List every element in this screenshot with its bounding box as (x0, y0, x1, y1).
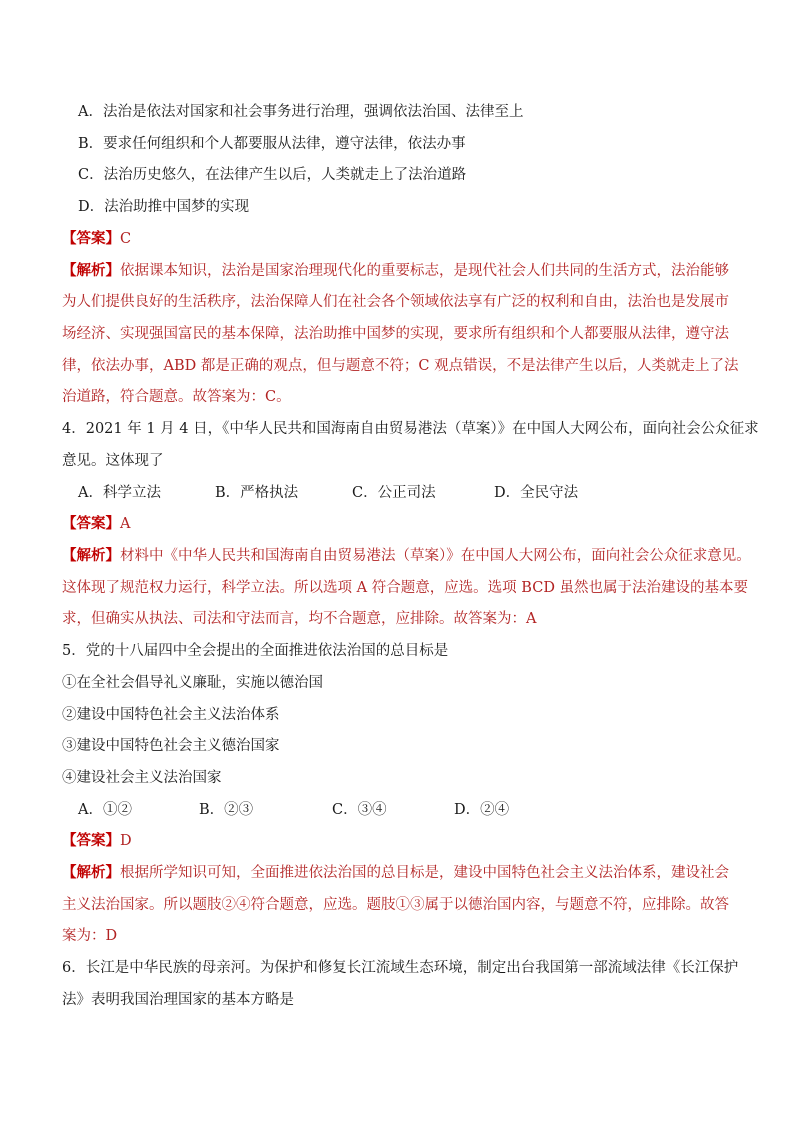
option-b: B．要求任何组织和个人都要服从法律，遵守法律，依法办事 (78, 136, 466, 152)
analysis-line: 求，但确实从执法、司法和守法而言，均不合题意，应排除。故答案为：A (62, 611, 537, 627)
statement-item: ②建设中国特色社会主义法治体系 (62, 707, 280, 723)
choice-c: C．③④ (332, 802, 387, 818)
analysis-tag: 【解析】 (62, 864, 120, 881)
analysis-tag: 【解析】 (62, 547, 120, 564)
option-d: D．法治助推中国梦的实现 (78, 199, 250, 215)
statement-item: ①在全社会倡导礼义廉耻，实施以德治国 (62, 675, 323, 691)
choice-a: A．①② (78, 802, 132, 818)
option-c: C．法治历史悠久，在法律产生以后，人类就走上了法治道路 (78, 167, 467, 183)
answer-line (62, 229, 131, 249)
statement-item: ③建设中国特色社会主义德治国家 (62, 738, 280, 754)
choice-b: B．②③ (199, 802, 254, 818)
question-stem: 5．党的十八届四中全会提出的全面推进依法治国的总目标是 (62, 643, 449, 659)
answer-tag: 【答案】 (62, 515, 120, 532)
statement-item: ④建设社会主义法治国家 (62, 770, 222, 786)
analysis-line: 案为：D (62, 928, 118, 944)
analysis-line: 治道路，符合题意。故答案为：C。 (62, 389, 291, 405)
choice-a: A．科学立法 (78, 485, 161, 501)
answer-line (62, 514, 130, 534)
answer-value: D (120, 833, 132, 849)
question-stem: 意见。这体现了 (62, 453, 164, 469)
answer-tag: 【答案】 (62, 230, 120, 247)
analysis-line (62, 546, 751, 566)
analysis-text: 根据所学知识可知，全面推进依法治国的总目标是，建设中国特色社会主义法治体系，建设社会 (120, 865, 729, 881)
choice-c: C．公正司法 (352, 485, 436, 501)
choice-d: D．全民守法 (494, 485, 579, 501)
answer-tag: 【答案】 (62, 832, 120, 849)
option-a: A．法治是依法对国家和社会事务进行治理，强调依法治国、法律至上 (78, 104, 524, 120)
analysis-line (62, 863, 729, 883)
analysis-line (62, 261, 729, 281)
answer-line (62, 831, 132, 851)
answer-value: A (120, 516, 131, 532)
question-stem: 法》表明我国治理国家的基本方略是 (62, 992, 294, 1008)
question-stem: 6．长江是中华民族的母亲河。为保护和修复长江流域生态环境，制定出台我国第一部流域法律《长江保护 (62, 960, 739, 976)
choice-d: D．②④ (454, 802, 510, 818)
analysis-line: 为人们提供良好的生活秩序，法治保障人们在社会各个领域依法享有广泛的权利和自由，法治也是发展市 (62, 294, 729, 310)
analysis-line: 这体现了规范权力运行，科学立法。所以选项 A 符合题意，应选。选项 BCD 虽然也属于法治建设的基本要 (62, 580, 749, 596)
analysis-line: 主义法治国家。所以题肢②④符合题意，应选。题肢①③属于以德治国内容，与题意不符，应排除。故答 (62, 897, 729, 913)
analysis-tag: 【解析】 (62, 262, 120, 279)
analysis-text: 材料中《中华人民共和国海南自由贸易港法（草案）》在中国人大网公布，面向社会公众征求意见。 (120, 548, 751, 564)
question-stem: 4．2021 年 1 月 4 日，《中华人民共和国海南自由贸易港法（草案）》在中国人大网公布，面向社会公众征求 (62, 421, 759, 437)
choice-b: B．严格执法 (215, 485, 299, 501)
analysis-text: 依据课本知识，法治是国家治理现代化的重要标志，是现代社会人们共同的生活方式，法治能够 (120, 263, 729, 279)
analysis-line: 律，依法办事，ABD 都是正确的观点，但与题意不符；C 观点错误，不是法律产生以后，人类就走上了法 (62, 358, 739, 374)
analysis-line: 场经济、实现强国富民的基本保障，法治助推中国梦的实现，要求所有组织和个人都要服从法律，遵守法 (62, 326, 729, 342)
answer-value: C (120, 231, 132, 247)
